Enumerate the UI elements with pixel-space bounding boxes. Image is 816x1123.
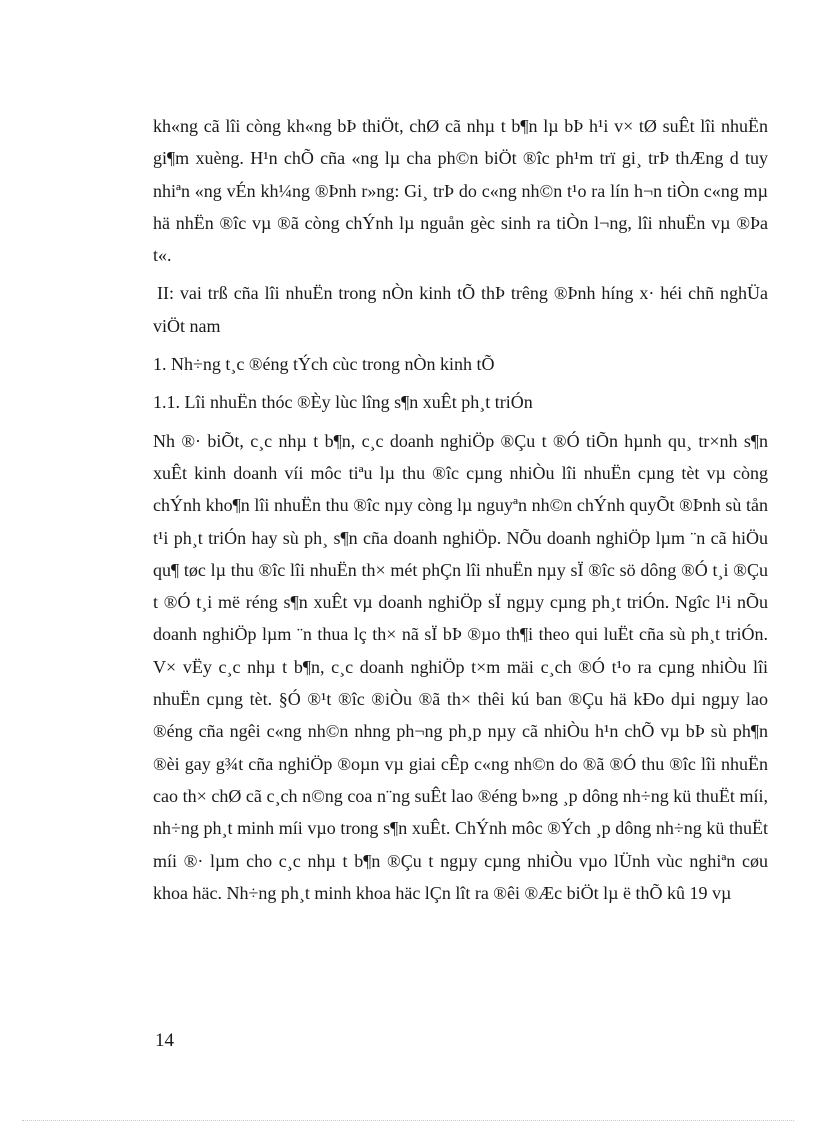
page-number: 14 xyxy=(155,1030,174,1051)
page-body xyxy=(153,110,768,909)
subsubsection-heading: 1.1. Lîi nhuËn thóc ®Èy lùc lîng s¶n xuÊt ph¸t triÓn xyxy=(153,392,533,413)
paragraph-body: Nh ®· biÕt, c¸c nhµ t b¶n, c¸c doanh nghiÖp ®Çu t ®Ó tiÕn hµnh qu¸ tr×nh s¶n xuÊt kinh doanh víi môc tiªu lµ thu ®îc cµng nhiÒu lîi nhuËn cµng tèt vµ còng chÝnh kho¶n lîi nhuËn thu ®îc nµy còng lµ nguyªn nh©n chÝnh quyÕt ®Þnh sù tån t¹i ph¸t triÓn hay sù ph¸ s¶n cña doanh nghiÖp. NÕu doanh nghiÖp lµm ¨n cã hiÖu qu¶ tøc lµ thu ®îc lîi nhuËn th× mét phÇn lîi nhuËn nµy sÏ ®îc sö dông ®Ó t¸i ®Çu t ®Ó t¸i më réng s¶n xuÊt vµ doanh nghiÖp sÏ ngµy cµng ph¸t triÓn. Ngîc l¹i nÕu doanh nghiÖp lµm ¨n thua lç th× nã sÏ bÞ ®µo th¶i theo qui luËt cña sù ph¸t triÓn. V× vËy c¸c nhµ t b¶n, c¸c doanh nghiÖp t×m mäi c¸ch ®Ó t¹o ra cµng nhiÒu lîi nhuËn cµng tèt. §Ó ®¹t ®îc ®iÒu ®ã th× thêi kú ban ®Çu hä kÐo dµi ngµy lao ®éng cña ngêi c«ng nh©n nhng ph¬ng ph¸p nµy cã nhiÒu h¹n chÕ vµ bÞ sù ph¶n ®èi gay g¾t cña nghiÖp ®oµn vµ giai cÊp c«ng nh©n do ®ã ®Ó thu ®îc lîi nhuËn cao th× chØ cã c¸ch n©ng coa n¨ng suÊt lao ®éng b»ng ¸p dông nh÷ng kü thuËt míi, nh÷ng ph¸t minh míi vµo trong s¶n xuÊt. ChÝnh môc ®Ých ¸p dông nh÷ng kü thuËt míi ®· lµm cho c¸c nhµ t b¶n ®Çu t ngµy cµng nhiÒu vµo lÜnh vùc nghiªn cøu khoa häc. Nh÷ng ph¸t minh khoa häc lÇn lît ra ®êi ®Æc biÖt lµ ë thÕ kû 19 vµ xyxy=(153,430,768,903)
paragraph-intro: kh«ng cã lîi còng kh«ng bÞ thiÖt, chØ cã nhµ t b¶n lµ bÞ h¹i v× tØ suÊt lîi nhuËn gi¶m xuèng. H¹n chÕ cña «ng lµ cha ph©n biÖt ®îc ph¹m trï gi¸ trÞ thÆng d tuy nhiªn «ng vÉn kh¼ng ®Þnh r»ng: Gi¸ trÞ do c«ng nh©n t¹o ra lín h¬n tiÒn c«ng mµ hä nhËn ®îc vµ ®ã còng chÝnh lµ nguån gèc sinh ra tiÒn l¬ng, lîi nhuËn vµ ®Þa t«. xyxy=(153,116,768,266)
subsection-heading: 1. Nh÷ng t¸c ®éng tÝch cùc trong nÒn kinh tÕ xyxy=(153,354,495,375)
page-bottom-divider xyxy=(22,1120,794,1121)
section-heading: II: vai trß cña lîi nhuËn trong nÒn kinh tÕ thÞ trêng ®Þnh híng x· héi chñ nghÜa viÖt nam xyxy=(153,283,768,336)
